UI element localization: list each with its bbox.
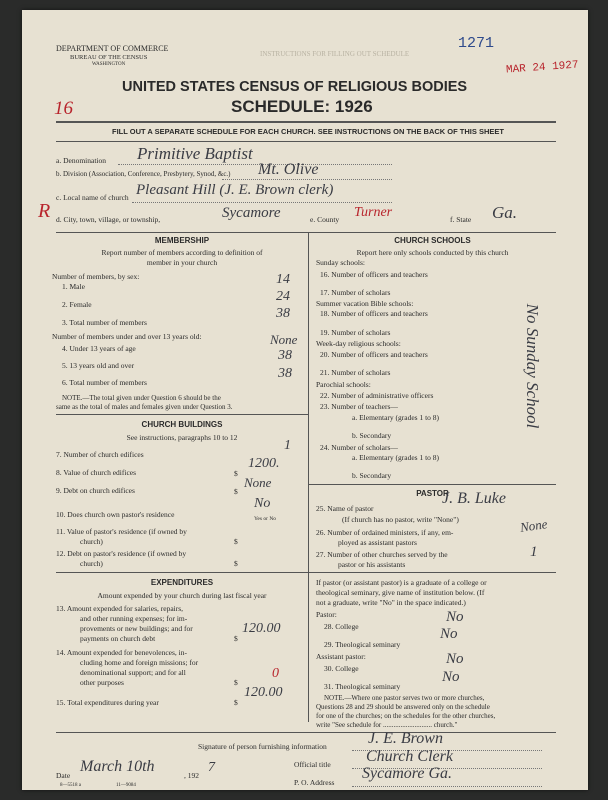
- city-label: WASHINGTON: [92, 62, 126, 67]
- rule: [56, 121, 556, 123]
- sunday-schools-label: Sunday schools:: [316, 258, 365, 267]
- division-label: b. Division (Association, Conference, Presbytery, Synod, &c.): [56, 170, 231, 178]
- q18-label: 18. Number of officers and teachers: [320, 309, 428, 318]
- q13-label: 13. Amount expended for salaries, repairs,: [56, 604, 184, 613]
- pastor-name-value[interactable]: J. B. Luke: [442, 490, 506, 507]
- q25-note: (If church has no pastor, write "None"): [342, 515, 459, 524]
- q15-value[interactable]: 120.00: [244, 685, 283, 700]
- denomination-value[interactable]: Primitive Baptist: [137, 144, 253, 163]
- census-schedule-sheet: [22, 10, 588, 790]
- form-code-2: 11—9084: [116, 783, 136, 788]
- official-title-value[interactable]: Church Clerk: [366, 748, 453, 765]
- q17-label: 17. Number of scholars: [320, 288, 391, 297]
- county-label: e. County: [310, 215, 340, 224]
- county-value[interactable]: Turner: [354, 205, 393, 220]
- rule: [56, 572, 308, 573]
- fill-line: [132, 202, 392, 203]
- q6-value[interactable]: 38: [278, 366, 292, 381]
- q30-value[interactable]: No: [446, 651, 464, 667]
- signature-value[interactable]: J. E. Brown: [368, 730, 443, 747]
- q25-label: 25. Name of pastor: [316, 504, 374, 513]
- membership-sub2: member in your church: [146, 258, 218, 267]
- no-sunday-school-note[interactable]: No Sunday School: [523, 303, 542, 429]
- q4-value[interactable]: None: [270, 332, 298, 347]
- q14-label-3: denominational support; and for all: [80, 668, 186, 677]
- age-heading: Number of members under and over 13 years old:: [52, 332, 202, 341]
- margin-number: 16: [54, 98, 73, 119]
- pastor-note-3: for one of the churches; on the schedules for the other churches,: [316, 712, 496, 720]
- q1-label: 1. Male: [62, 282, 85, 291]
- denomination-label: a. Denomination: [56, 156, 106, 165]
- year-value[interactable]: 7: [208, 760, 215, 775]
- by-sex-label: Number of members, by sex:: [52, 272, 140, 281]
- dollar-sign: $: [234, 537, 238, 546]
- local-name-value[interactable]: Pleasant Hill (J. E. Brown clerk): [136, 182, 334, 198]
- q12-label-cont: church): [80, 559, 103, 568]
- date-label: Date: [56, 771, 71, 780]
- q7-label: 7. Number of church edifices: [56, 450, 144, 459]
- q13-label-4: payments on church debt: [80, 634, 156, 643]
- graduate-intro-2: theological seminary, give name of institution below. (If: [316, 588, 485, 597]
- q10-label: 10. Does church own pastor's residence: [56, 510, 175, 519]
- fill-line: [352, 786, 542, 787]
- q26-label: 26. Number of ordained ministers, if any, em-: [316, 528, 454, 537]
- schools-heading: CHURCH SCHOOLS: [394, 236, 471, 245]
- signature-label: Signature of person furnishing information: [198, 742, 327, 751]
- q15-label: 15. Total expenditures during year: [56, 698, 159, 707]
- q14-value[interactable]: 0: [272, 666, 279, 681]
- q4-label: 4. Under 13 years of age: [62, 344, 136, 353]
- q26-label-cont: ployed as assistant pastors: [338, 538, 417, 547]
- buildings-heading: CHURCH BUILDINGS: [141, 420, 223, 429]
- q29-label: 29. Theological seminary: [324, 640, 401, 649]
- column-divider: [308, 232, 309, 722]
- membership-sub1: Report number of members according to definition of: [101, 248, 263, 257]
- yes-no-hint: Yes or No: [254, 516, 277, 522]
- rule: [56, 414, 308, 415]
- year-label: , 192: [184, 771, 199, 780]
- q11-label-cont: church): [80, 537, 103, 546]
- q11-label: 11. Value of pastor's residence (if owned by: [56, 527, 187, 536]
- summer-schools-label: Summer vacation Bible schools:: [316, 299, 414, 308]
- schools-sub: Report here only schools conducted by this church: [356, 248, 509, 257]
- rule: [309, 572, 556, 573]
- fill-line: [222, 179, 392, 180]
- dollar-sign: $: [234, 698, 238, 707]
- q16-label: 16. Number of officers and teachers: [320, 270, 428, 279]
- dollar-sign: $: [234, 634, 238, 643]
- q14-label-2: cluding home and foreign missions; for: [80, 658, 199, 667]
- rule: [309, 484, 556, 485]
- address-label: P. O. Address: [294, 778, 335, 787]
- q27-label-cont: pastor or his assistants: [338, 560, 406, 569]
- bureau-label: BUREAU OF THE CENSUS: [70, 54, 148, 61]
- expenditures-sub: Amount expended by your church during last fiscal year: [97, 591, 267, 600]
- q12-label: 12. Debt on pastor's residence (if owned by: [56, 549, 187, 558]
- q9-label: 9. Debt on church edifices: [56, 486, 135, 495]
- graduate-intro-3: not a graduate, write "No" in the space indicated.): [316, 598, 466, 607]
- state-label: f. State: [450, 215, 472, 224]
- q21-label: 21. Number of scholars: [320, 368, 391, 377]
- q2-value[interactable]: 24: [276, 289, 290, 304]
- q3-label: 3. Total number of members: [62, 318, 147, 327]
- address-value[interactable]: Sycamore Ga.: [362, 765, 453, 782]
- instruction-text: FILL OUT A SEPARATE SCHEDULE FOR EACH CHURCH. SEE INSTRUCTIONS ON THE BACK OF THIS SHEET: [112, 127, 504, 136]
- q27-value[interactable]: 1: [530, 544, 538, 560]
- q23b-label: b. Secondary: [352, 431, 392, 440]
- q10-value[interactable]: No: [254, 496, 271, 511]
- official-title-label: Official title: [294, 760, 331, 769]
- stamp-number: 1271: [458, 35, 495, 52]
- q30-label: 30. College: [324, 664, 359, 673]
- form-title: UNITED STATES CENSUS OF RELIGIOUS BODIES: [122, 79, 468, 95]
- city-township-label: d. City, town, village, or township,: [56, 215, 161, 224]
- red-check-mark: R: [38, 200, 51, 222]
- rule: [56, 732, 556, 733]
- parochial-schools-label: Parochial schools:: [316, 380, 371, 389]
- q23a-label: a. Elementary (grades 1 to 8): [352, 413, 440, 422]
- weekday-schools-label: Week-day religious schools:: [316, 339, 401, 348]
- pastor-heading: PASTOR: [416, 489, 449, 498]
- q20-label: 20. Number of officers and teachers: [320, 350, 428, 359]
- q28-label: 28. College: [324, 622, 359, 631]
- city-value[interactable]: Sycamore: [222, 205, 281, 221]
- q26-value[interactable]: None: [519, 516, 549, 535]
- q29-value[interactable]: No: [440, 626, 458, 642]
- q13-value[interactable]: 120.00: [242, 621, 281, 636]
- state-value[interactable]: Ga.: [492, 203, 518, 222]
- q5-value[interactable]: 38: [278, 348, 292, 363]
- q8-value[interactable]: 1200.: [248, 456, 280, 471]
- q6-label: 6. Total number of members: [62, 378, 147, 387]
- membership-note-2: same as the total of males and females given under Question 3.: [56, 403, 233, 411]
- q3-value[interactable]: 38: [276, 306, 290, 321]
- membership-note-1: NOTE.—The total given under Question 6 should be the: [62, 394, 221, 402]
- q28-value[interactable]: No: [446, 609, 464, 625]
- q1-value[interactable]: 14: [276, 272, 290, 287]
- pastor-note-2: Questions 28 and 29 should be answered only on the schedule: [316, 703, 490, 711]
- graduate-intro-1: If pastor (or assistant pastor) is a graduate of a college or: [316, 578, 487, 587]
- rule: [56, 141, 556, 142]
- q8-label: 8. Value of church edifices: [56, 468, 137, 477]
- pastor-subheading: Pastor:: [316, 610, 337, 619]
- q13-label-3: provements or new buildings; and for: [80, 624, 193, 633]
- q14-label-4: other purposes: [80, 678, 124, 687]
- rule: [56, 232, 556, 233]
- q9-value[interactable]: None: [244, 475, 272, 490]
- membership-heading: MEMBERSHIP: [154, 236, 210, 245]
- fill-line: [118, 164, 392, 165]
- q24b-label: b. Secondary: [352, 471, 392, 480]
- local-name-label: c. Local name of church: [56, 193, 129, 202]
- pastor-note-1: NOTE.—Where one pastor serves two or more churches,: [324, 694, 485, 702]
- q24a-label: a. Elementary (grades 1 to 8): [352, 453, 440, 462]
- form-code-1: 8—5518 a: [60, 783, 81, 788]
- q31-value[interactable]: No: [442, 669, 460, 685]
- department-label: DEPARTMENT OF COMMERCE: [56, 44, 169, 53]
- q2-label: 2. Female: [62, 300, 92, 309]
- faded-instructions-text: INSTRUCTIONS FOR FILLING OUT SCHEDULE: [260, 50, 410, 58]
- dollar-sign: $: [234, 559, 238, 568]
- q5-label: 5. 13 years old and over: [62, 361, 135, 370]
- q13-label-2: and other running expenses; for im-: [80, 614, 188, 623]
- dollar-sign: $: [234, 469, 238, 478]
- date-value[interactable]: March 10th: [80, 758, 155, 775]
- q14-label: 14. Amount expended for benevolences, in-: [56, 648, 188, 657]
- q22-label: 22. Number of administrative officers: [320, 391, 434, 400]
- q7-value[interactable]: 1: [284, 438, 291, 453]
- dollar-sign: $: [234, 678, 238, 687]
- assistant-pastor-subheading: Assistant pastor:: [316, 652, 366, 661]
- q27-label: 27. Number of other churches served by the: [316, 550, 448, 559]
- buildings-sub: See instructions, paragraphs 10 to 12: [126, 433, 238, 442]
- q19-label: 19. Number of scholars: [320, 328, 391, 337]
- division-value[interactable]: Mt. Olive: [258, 161, 319, 178]
- q23-label: 23. Number of teachers—: [320, 402, 398, 411]
- schedule-title: SCHEDULE: 1926: [231, 97, 373, 116]
- q24-label: 24. Number of scholars—: [320, 443, 398, 452]
- dollar-sign: $: [234, 487, 238, 496]
- expenditures-heading: EXPENDITURES: [150, 578, 214, 587]
- q31-label: 31. Theological seminary: [324, 682, 401, 691]
- pastor-note-4: write "See schedule for ............................ church.": [316, 721, 458, 729]
- received-date-stamp: MAR 24 1927: [505, 59, 579, 77]
